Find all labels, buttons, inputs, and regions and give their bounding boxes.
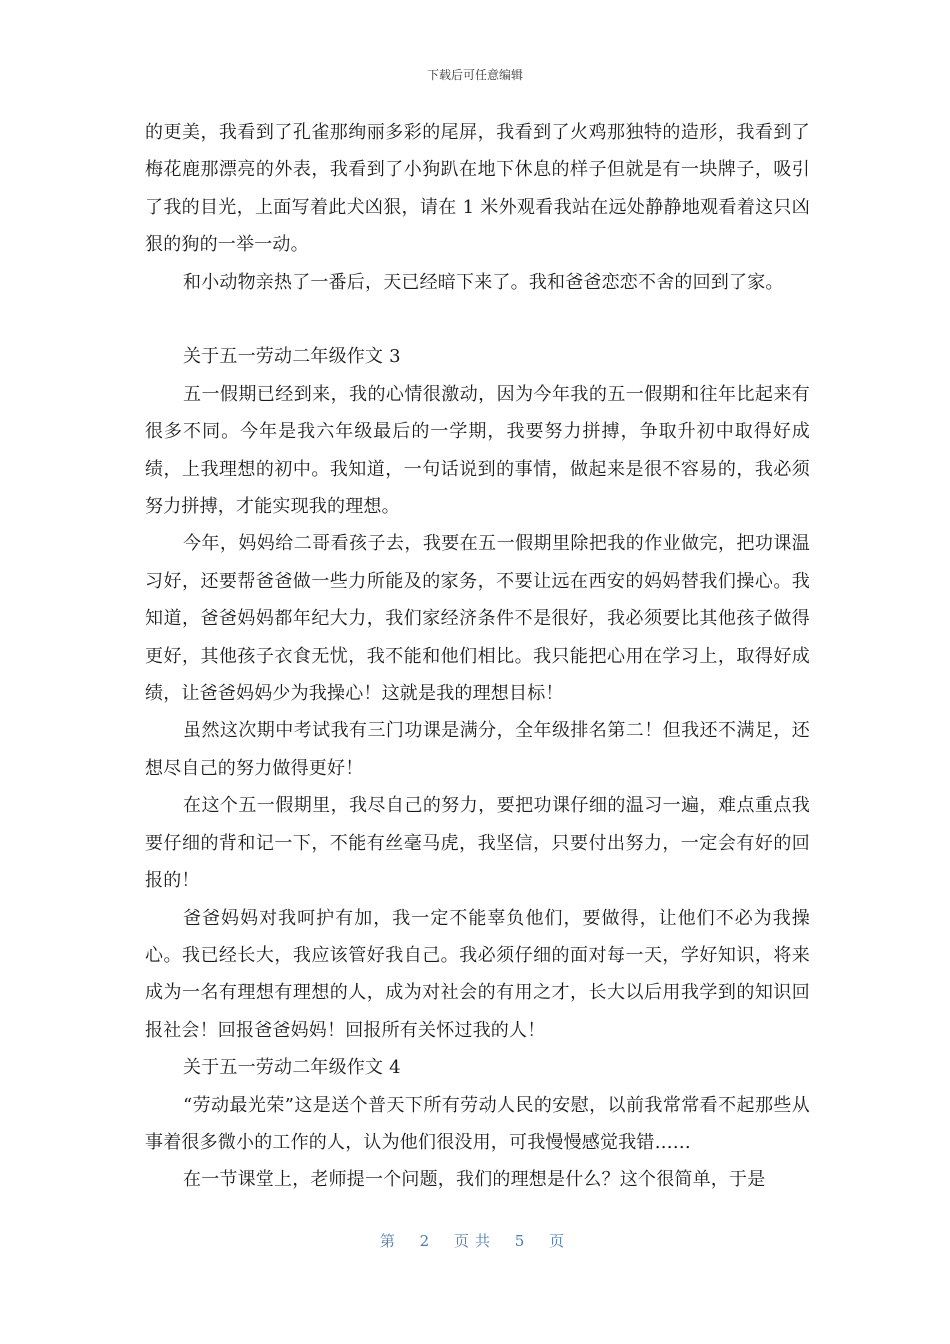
blank-line — [145, 301, 810, 338]
paragraph: 在这个五一假期里，我尽自己的努力，要把功课仔细的温习一遍，难点重点我要仔细的背和记一下，不能有丝毫马虎，我坚信，只要付出努力，一定会有好的回报的！ — [145, 795, 810, 892]
section-heading: 关于五一劳动二年级作文 4 — [183, 1057, 401, 1079]
page-footer: 第 2 页共 5 页 — [379, 1232, 571, 1250]
paragraph: 爸爸妈妈对我呵护有加，我一定不能辜负他们，要做得，让他们不必为我操心。我已经长大，我应该管好我自己。我必须仔细的面对每一天，学好知识，将来成为一名有理想有理想的人，成为对社会的有用之才，长大以后用我学到的知识回报社会！回报爸爸妈妈！回报所有关怀过我的人！ — [145, 907, 810, 1041]
paragraph: 五一假期已经到来，我的心情很激动，因为今年我的五一假期和往年比起来有很多不同。今年是我六年级最后的一学期，我要努力拼搏，争取升初中取得好成绩，上我理想的初中。我知道，一句话说到的事情，做起来是很不容易的，我必须努力拼搏，才能实现我的理想。 — [145, 383, 810, 518]
paragraph: 虽然这次期中考试我有三门功课是满分，全年级排名第二！但我还不满足，还想尽自己的努力做得更好！ — [145, 720, 810, 779]
section-heading: 关于五一劳动二年级作文 3 — [183, 346, 401, 368]
paragraph: 和小动物亲热了一番后，天已经暗下来了。我和爸爸恋恋不舍的回到了家。 — [183, 271, 784, 293]
page-header: 下载后可任意编辑 — [426, 68, 523, 82]
paragraph: 今年，妈妈给二哥看孩子去，我要在五一假期里除把我的作业做完，把功课温习好，还要帮爸爸做一些力所能及的家务，不要让远在西安的妈妈替我们操心。我知道，爸爸妈妈都年纪大力，我们家经济条件不是很好，我必须要比其他孩子做得更好，其他孩子衣食无忧，我不能和他们相比。我只能把心用在学习上，取得好成绩，让爸爸妈妈少为我操心！这就是我的理想目标！ — [145, 533, 810, 705]
paragraph: “劳动最光荣”这是送个普天下所有劳动人民的安慰，以前我常常看不起那些从事着很多微小的工作的人，认为他们很没用，可我慢慢感觉我错…… — [145, 1094, 810, 1153]
paragraph: 的更美，我看到了孔雀那绚丽多彩的尾屏，我看到了火鸡那独特的造形，我看到了梅花鹿那漂亮的外表，我看到了小狗趴在地下休息的样子但就是有一块牌子，吸引了我的目光，上面写着此犬凶狠，请在 1 米外观看我站在远处静静地观看着这只凶狠的狗的一举一动。 — [145, 122, 810, 256]
paragraph: 在一节课堂上，老师提一个问题，我们的理想是什么？这个很简单，于是 — [183, 1169, 766, 1191]
document-body — [145, 114, 810, 1199]
